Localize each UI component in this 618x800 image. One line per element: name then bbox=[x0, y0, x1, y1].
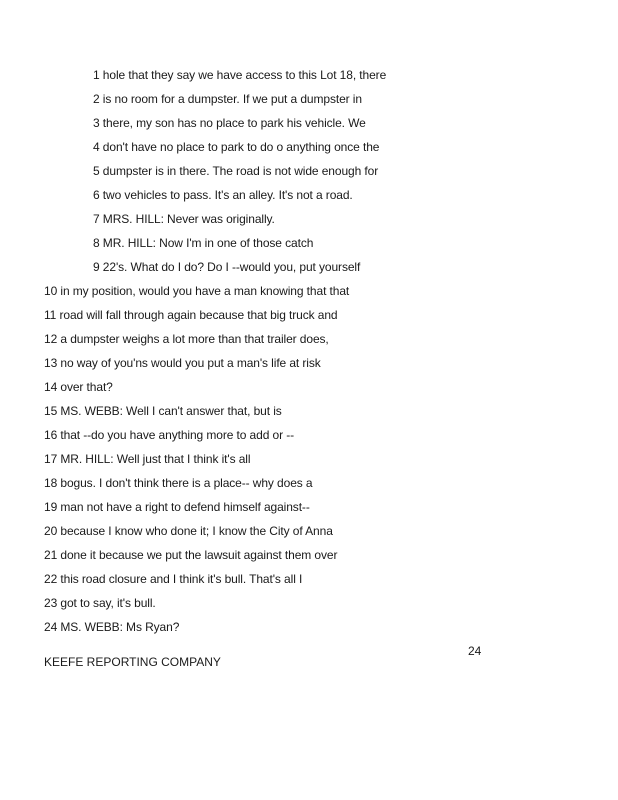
transcript-line-15: 15 MS. WEBB: Well I can't answer that, but is bbox=[44, 404, 282, 418]
transcript-line-20: 20 because I know who done it; I know the City of Anna bbox=[44, 524, 333, 538]
transcript-line-7: 7 MRS. HILL: Never was originally. bbox=[93, 212, 275, 226]
transcript-line-4: 4 don't have no place to park to do o anything once the bbox=[93, 140, 380, 154]
transcript-line-24: 24 MS. WEBB: Ms Ryan? bbox=[44, 620, 180, 634]
transcript-line-13: 13 no way of you'ns would you put a man's life at risk bbox=[44, 356, 321, 370]
transcript-line-14: 14 over that? bbox=[44, 380, 113, 394]
transcript-line-11: 11 road will fall through again because that big truck and bbox=[44, 308, 338, 322]
transcript-line-2: 2 is no room for a dumpster. If we put a dumpster in bbox=[93, 92, 362, 106]
transcript-line-19: 19 man not have a right to defend himself against-- bbox=[44, 500, 310, 514]
transcript-line-8: 8 MR. HILL: Now I'm in one of those catch bbox=[93, 236, 314, 250]
page-number: 24 bbox=[468, 644, 482, 658]
transcript-line-5: 5 dumpster is in there. The road is not wide enough for bbox=[93, 164, 379, 178]
transcript-line-22: 22 this road closure and I think it's bull. That's all I bbox=[44, 572, 303, 586]
transcript-line-6: 6 two vehicles to pass. It's an alley. It's not a road. bbox=[93, 188, 353, 202]
transcript-line-10: 10 in my position, would you have a man knowing that that bbox=[44, 284, 350, 298]
transcript-line-16: 16 that --do you have anything more to add or -- bbox=[44, 428, 295, 442]
transcript-line-9: 9 22's. What do I do? Do I --would you, put yourself bbox=[93, 260, 361, 274]
transcript-line-1: 1 hole that they say we have access to this Lot 18, there bbox=[93, 68, 387, 82]
transcript-line-21: 21 done it because we put the lawsuit against them over bbox=[44, 548, 338, 562]
reporting-company-footer: KEEFE REPORTING COMPANY bbox=[44, 655, 221, 669]
transcript-line-3: 3 there, my son has no place to park his vehicle. We bbox=[93, 116, 366, 130]
transcript-line-17: 17 MR. HILL: Well just that I think it's all bbox=[44, 452, 251, 466]
transcript-line-23: 23 got to say, it's bull. bbox=[44, 596, 156, 610]
transcript-line-18: 18 bogus. I don't think there is a place-- why does a bbox=[44, 476, 313, 490]
transcript-line-12: 12 a dumpster weighs a lot more than that trailer does, bbox=[44, 332, 329, 346]
